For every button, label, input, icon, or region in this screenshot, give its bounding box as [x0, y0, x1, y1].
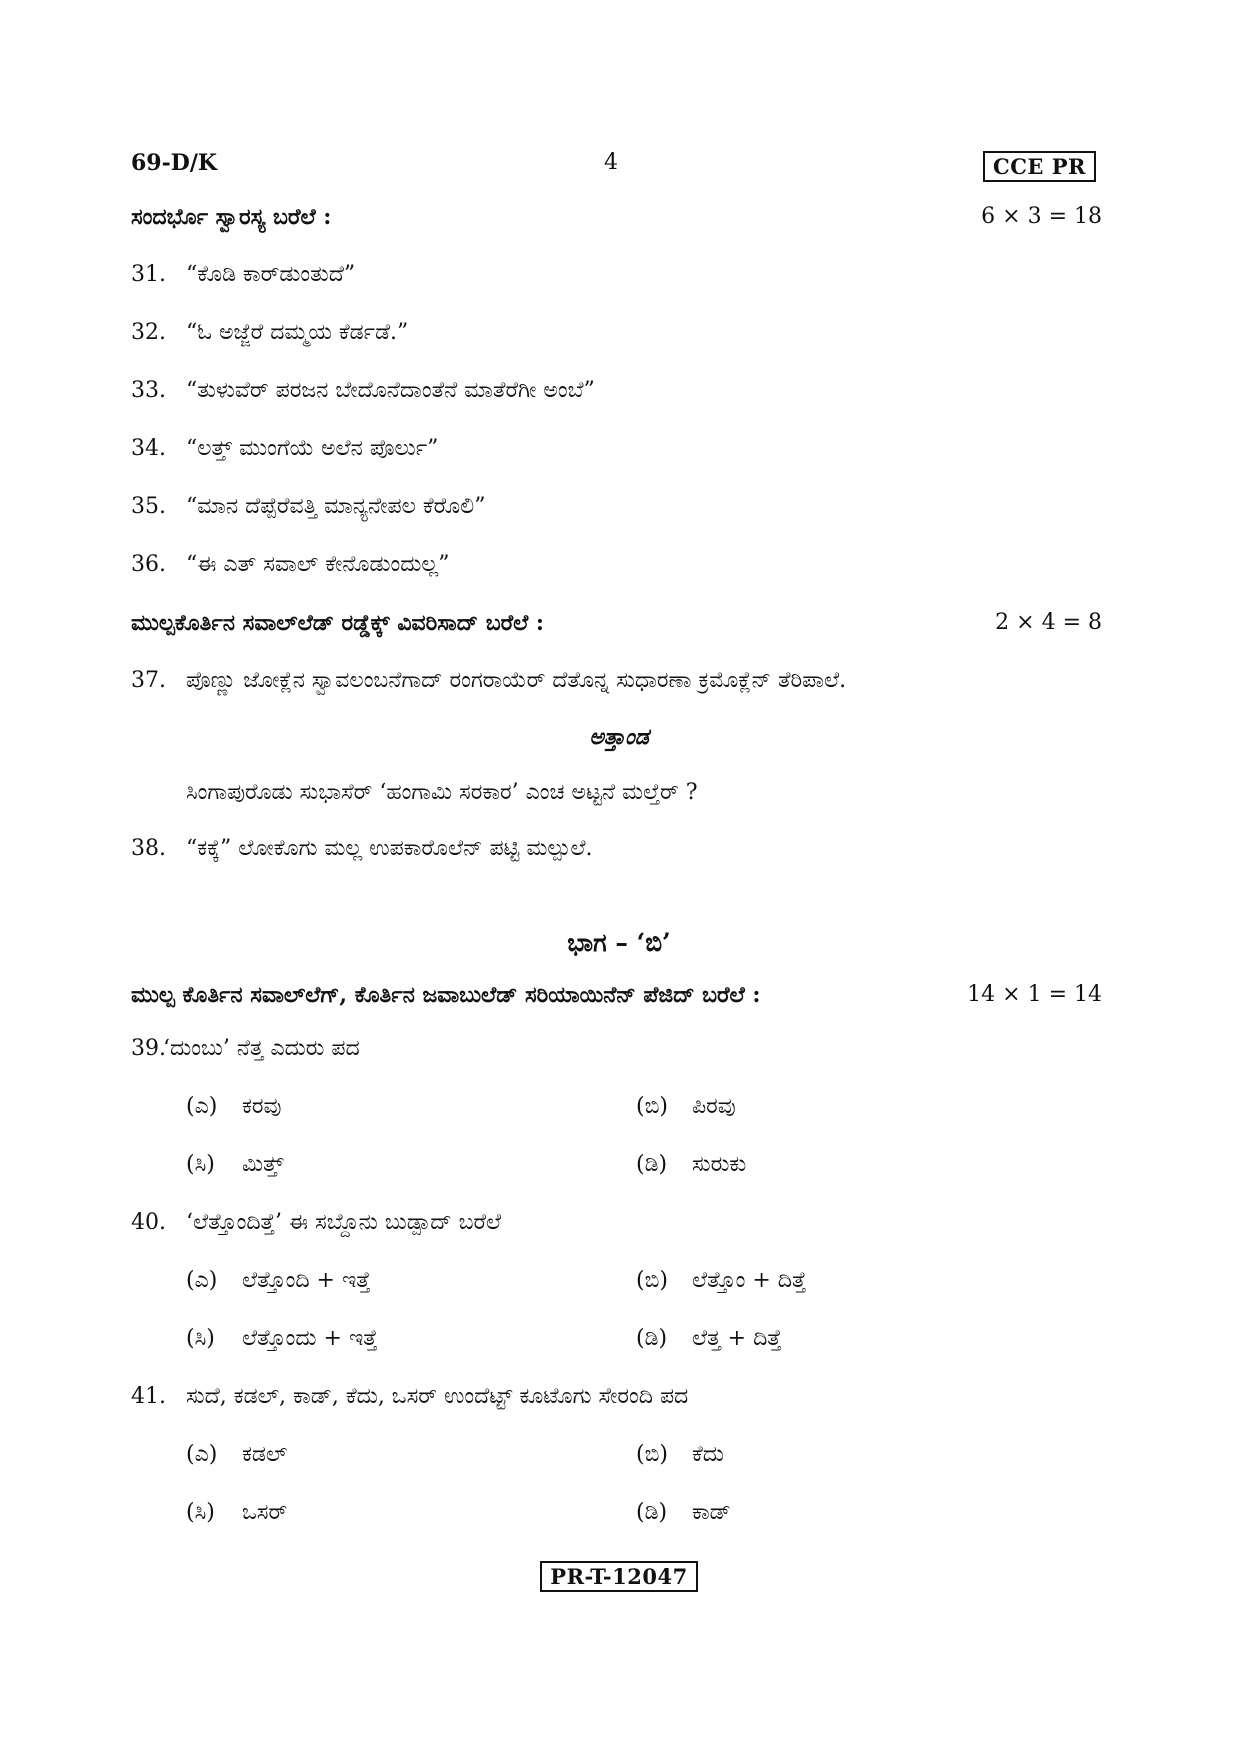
page-number: 4: [604, 150, 618, 175]
option-label: (ಬಿ): [636, 1094, 668, 1119]
option-text: ಲೆತ್ತೊಂದು + ಇತ್ತೆ: [242, 1326, 378, 1351]
question-number: 33.: [131, 378, 166, 403]
question-number: 39.: [131, 1036, 166, 1061]
question-number: 40.: [131, 1210, 166, 1235]
question-number: 31.: [131, 262, 166, 287]
question-text: “ಕೊಡಿ ಕಾರ್‌ಡುಂತುದೆ”: [186, 262, 356, 287]
part-b-heading: ಮುಲ್ಪ ಕೊರ್ತಿನ ಸವಾಲ್‌ಲೆಗ್, ಕೊರ್ತಿನ ಜವಾಬುಲೆಡ್ ಸರಿಯಾಯಿನೆನ್ ಪೆಜಿದ್ ಬರೆಲೆ :: [131, 982, 761, 1008]
option-label: (ಡಿ): [636, 1326, 668, 1351]
series-badge: CCE PR: [983, 151, 1096, 182]
question-text: “ತುಳುವೆರ್ ಪರಜನ ಬೇದೊನೆದಾಂತೆನೆ ಮಾತೆರೆಗೀ ಅಂಬೆ”: [186, 378, 595, 403]
option-text: ಒಸರ್: [242, 1500, 288, 1525]
option-text: ಕಾಡ್: [692, 1500, 731, 1525]
question-number: 41.: [131, 1384, 166, 1409]
context-heading: ಸಂದರ್ಭೊ ಸ್ವಾರಸ್ಯ ಬರೆಲೆ :: [131, 204, 332, 230]
option-label: (ಸಿ): [186, 1500, 215, 1525]
question-text: ಸುದೆ, ಕಡಲ್, ಕಾಡ್, ಕೆದು, ಒಸರ್ ಉಂದೆಟ್ಟ್ ಕೂಟೊಗು ಸೇರಂದಿ ಪದ: [186, 1384, 689, 1409]
question-text: ‘ಲೆತ್ತೊಂದಿತ್ತೆ’ ಈ ಸಬ್ದೊನು ಬುಡ್ಪಾದ್ ಬರೆಲೆ: [186, 1210, 502, 1235]
question-text: “ಮಾನ ದೆಪ್ಪೆರೆವತ್ತಿ ಮಾನ್ಯನೇಪಲ ಕೆರೊಲಿ”: [186, 494, 486, 519]
part-b-title: ಭಾಗ – ‘ಬಿ’: [567, 928, 671, 957]
option-text: ಲೆತ್ತ + ದಿತ್ತೆ: [692, 1326, 782, 1351]
option-text: ಪಿರವು: [692, 1094, 736, 1119]
option-text: ಕೆದು: [692, 1442, 724, 1467]
question-number: 34.: [131, 436, 166, 461]
footer-wrap: [0, 1561, 1238, 1592]
question-number: 36.: [131, 552, 166, 577]
option-label: (ಡಿ): [636, 1152, 668, 1177]
question-text: “ಈ ಎತ್ ಸವಾಲ್ ಕೇನೊಡುಂದುಲ್ಲ”: [186, 552, 450, 577]
question-text: “ಓ ಅಜ್ಜೆರೆ ದಮ್ಮಯ ಕೆರ್ಡಡೆ.”: [186, 320, 409, 345]
question-number: 38.: [131, 836, 166, 861]
option-label: (ಎ): [186, 1442, 218, 1467]
question-number: 35.: [131, 494, 166, 519]
part-b-marks: 14 × 1 = 14: [967, 982, 1102, 1007]
option-text: ಕರವು: [242, 1094, 282, 1119]
option-label: (ಸಿ): [186, 1326, 215, 1351]
option-label: (ಸಿ): [186, 1152, 215, 1177]
option-label: (ಬಿ): [636, 1442, 668, 1467]
question-text: ‘ದುಂಬು’ ನೆತ್ತ ಎದುರು ಪದ: [163, 1036, 360, 1061]
question-number: 32.: [131, 320, 166, 345]
option-text: ಮಿತ್ತ್: [242, 1152, 284, 1177]
question-text: “ಕಕ್ಕೆ” ಲೋಕೊಗು ಮಲ್ಲ ಉಪಕಾರೊಲೆನ್ ಪಟ್ಟಿ ಮಲ್ಪುಲೆ.: [186, 836, 593, 861]
option-label: (ಬಿ): [636, 1268, 668, 1293]
footer-code: PR-T-12047: [540, 1561, 697, 1592]
option-label: (ಡಿ): [636, 1500, 668, 1525]
option-text: ಲೆತ್ತೊಂ + ದಿತ್ತೆ: [692, 1268, 807, 1293]
question-text: ಪೊಣ್ಣು ಜೋಕ್ಲೆನ ಸ್ವಾವಲಂಬನೆಗಾದ್ ರಂಗರಾಯೆರ್ ದೆತೊನ್ನ ಸುಧಾರಣಾ ಕ್ರಮೊಕ್ಲೆನ್ ತೆರಿಪಾಲೆ.: [186, 668, 847, 693]
option-label: (ಎ): [186, 1268, 218, 1293]
question-number: 37.: [131, 668, 166, 693]
context-marks: 6 × 3 = 18: [981, 204, 1102, 229]
question-text: “ಲತ್ತ್ ಮುಂಗೆಯೆ ಅಲೆನ ಪೊರ್ಲು”: [186, 436, 439, 461]
option-text: ಲೆತ್ತೊಂದಿ + ಇತ್ತೆ: [242, 1268, 371, 1293]
option-text: ಕಡಲ್: [242, 1442, 288, 1467]
brief-marks: 2 × 4 = 8: [995, 610, 1102, 635]
brief-heading: ಮುಲ್ಪಕೊರ್ತಿನ ಸವಾಲ್‌ಲೆಡ್ ರಡ್ಡೆಕ್ಕ್ ವಿವರಿಸಾದ್ ಬರೆಲೆ :: [131, 610, 545, 636]
option-label: (ಎ): [186, 1094, 218, 1119]
alternate-question-text: ಸಿಂಗಾಪುರೊಡು ಸುಭಾಸೆರ್ ‘ಹಂಗಾಮಿ ಸರಕಾರ’ ಎಂಚ ಅಟ್ಟನೆ ಮಲ್ತೆರ್ ?: [186, 780, 698, 805]
paper-code: 69-D/K: [131, 150, 217, 176]
option-text: ಸುರುಕು: [692, 1152, 747, 1177]
or-label: ಅತ್ತಾಂಡ: [589, 724, 649, 750]
